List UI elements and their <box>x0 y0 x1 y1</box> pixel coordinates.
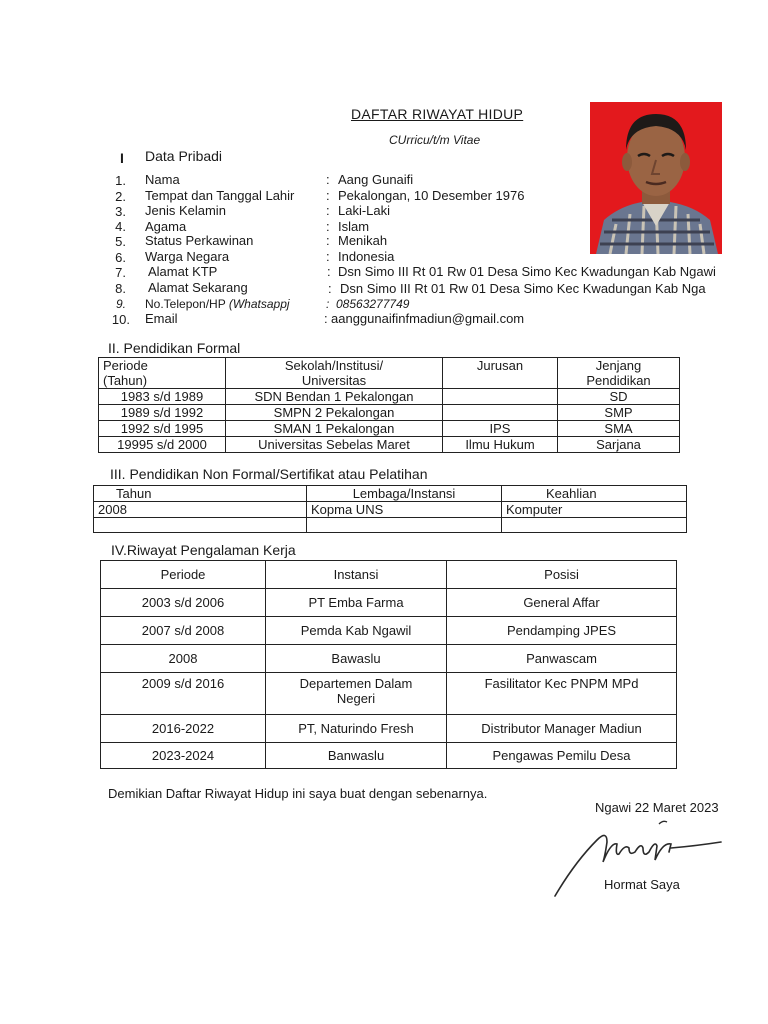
sign-off: Hormat Saya <box>604 877 680 892</box>
cell-posisi: Pengawas Pemilu Desa <box>447 743 677 769</box>
field-value-warga-negara: Indonesia <box>338 249 395 264</box>
field-value-agama: Islam <box>338 219 370 234</box>
section-1-title: Data Pribadi <box>145 148 223 164</box>
cell-posisi: Panwascam <box>447 645 677 673</box>
column-header-sekolah: Sekolah/Institusi/ Universitas <box>226 358 443 389</box>
document-title: DAFTAR RIWAYAT HIDUP <box>351 106 524 122</box>
field-label-jenis-kelamin: Jenis Kelamin <box>145 203 226 218</box>
cell-instansi: PT, Naturindo Fresh <box>266 715 447 743</box>
non-formal-education-table <box>93 485 687 533</box>
row-number: 5. <box>115 234 126 249</box>
cell-jurusan: IPS <box>443 421 558 437</box>
work-experience-table <box>100 560 677 769</box>
place-date: Ngawi 22 Maret 2023 <box>595 800 719 815</box>
field-value-email: aanggunaifinfmadiun@gmail.com <box>331 311 525 326</box>
table-row <box>99 437 680 453</box>
cell-lembaga: Kopma UNS <box>307 502 502 518</box>
cell-periode: 2023-2024 <box>101 743 266 769</box>
formal-education-table <box>98 357 680 453</box>
cell-periode: 2003 s/d 2006 <box>101 589 266 617</box>
field-label-warga-negara: Warga Negara <box>145 249 230 264</box>
section-3-title: III. Pendidikan Non Formal/Sertifikat atau Pelatihan <box>110 466 428 482</box>
table-header-row <box>99 358 680 389</box>
field-value-status-perkawinan: Menikah <box>338 233 388 248</box>
cell-jenjang: SMA <box>558 421 680 437</box>
cell-jenjang: Sarjana <box>558 437 680 453</box>
section-2-title: II. Pendidikan Formal <box>108 340 241 356</box>
cell-posisi: Pendamping JPES <box>447 617 677 645</box>
field-colon: : <box>328 281 332 296</box>
cell-jurusan: Ilmu Hukum <box>443 437 558 453</box>
field-value-alamat-ktp: Dsn Simo III Rt 01 Rw 01 Desa Simo Kec Kwadungan Kab Ngawi <box>338 264 716 279</box>
field-label-telepon-text: No.Telepon/HP <box>145 297 226 311</box>
table-row <box>101 617 677 645</box>
column-header-jurusan: Jurusan <box>443 358 558 389</box>
cell-instansi: Departemen Dalam Negeri <box>266 673 447 715</box>
cell-instansi: Banwaslu <box>266 743 447 769</box>
field-label-email: Email <box>145 311 178 326</box>
cell-lembaga <box>307 518 502 533</box>
table-row <box>99 421 680 437</box>
cell-periode: 2009 s/d 2016 <box>101 673 266 715</box>
field-label-alamat-ktp: Alamat KTP <box>148 264 218 279</box>
table-row <box>101 715 677 743</box>
row-number: 2. <box>115 189 126 204</box>
cell-periode: 1989 s/d 1992 <box>99 405 226 421</box>
column-header-posisi: Posisi <box>447 561 677 589</box>
table-row <box>94 518 687 533</box>
table-row <box>94 502 687 518</box>
field-label-telepon <box>145 297 290 311</box>
cell-keahlian: Komputer <box>502 502 687 518</box>
column-header-instansi: Instansi <box>266 561 447 589</box>
table-header-row <box>94 486 687 502</box>
field-colon: : <box>326 219 330 234</box>
field-colon: : <box>324 311 328 326</box>
cell-periode: 1983 s/d 1989 <box>99 389 226 405</box>
table-row <box>99 405 680 421</box>
field-value-telepon: 08563277749 <box>336 297 410 311</box>
closing-statement: Demikian Daftar Riwayat Hidup ini saya buat dengan sebenarnya. <box>108 786 488 801</box>
table-row <box>101 673 677 715</box>
cell-sekolah: SDN Bendan 1 Pekalongan <box>226 389 443 405</box>
cell-jenjang: SD <box>558 389 680 405</box>
cell-jurusan <box>443 405 558 421</box>
row-number: 4. <box>115 219 126 234</box>
section-4-title: IV.Riwayat Pengalaman Kerja <box>111 542 296 558</box>
field-colon: : <box>326 249 330 264</box>
column-header-lembaga: Lembaga/Instansi <box>307 486 502 502</box>
cell-periode: 1992 s/d 1995 <box>99 421 226 437</box>
cell-sekolah: SMPN 2 Pekalongan <box>226 405 443 421</box>
field-colon: : <box>326 233 330 248</box>
column-header-keahlian: Keahlian <box>502 486 687 502</box>
field-label-status-perkawinan: Status Perkawinan <box>145 233 254 248</box>
table-row <box>99 389 680 405</box>
row-number: 6. <box>115 250 126 265</box>
column-header-periode: Periode (Tahun) <box>99 358 226 389</box>
field-value-alamat-sekarang: Dsn Simo III Rt 01 Rw 01 Desa Simo Kec Kwadungan Kab Nga <box>340 281 706 296</box>
column-header-tahun: Tahun <box>94 486 307 502</box>
cell-periode: 2008 <box>101 645 266 673</box>
table-row <box>101 645 677 673</box>
field-colon: : <box>326 172 330 187</box>
cell-posisi: Distributor Manager Madiun <box>447 715 677 743</box>
field-colon: : <box>326 188 330 203</box>
cell-periode: 2007 s/d 2008 <box>101 617 266 645</box>
cell-posisi: General Affar <box>447 589 677 617</box>
row-number: 1. <box>115 173 126 188</box>
row-number: 9. <box>115 297 126 311</box>
cell-instansi: Bawaslu <box>266 645 447 673</box>
cell-posisi: Fasilitator Kec PNPM MPd <box>447 673 677 715</box>
cell-instansi: PT Emba Farma <box>266 589 447 617</box>
profile-photo <box>590 102 722 254</box>
cell-keahlian <box>502 518 687 533</box>
field-value-jenis-kelamin: Laki-Laki <box>338 203 391 218</box>
person-portrait-icon <box>590 102 722 254</box>
field-label-agama: Agama <box>145 219 187 234</box>
cell-periode: 19995 s/d 2000 <box>99 437 226 453</box>
column-header-periode: Periode <box>101 561 266 589</box>
column-header-jenjang: Jenjang Pendidikan <box>558 358 680 389</box>
row-number: 8. <box>115 281 126 296</box>
cell-periode: 2016-2022 <box>101 715 266 743</box>
table-header-row <box>101 561 677 589</box>
field-value-ttl: Pekalongan, 10 Desember 1976 <box>338 188 525 203</box>
row-number: 10. <box>111 312 130 327</box>
cell-tahun <box>94 518 307 533</box>
cell-instansi: Pemda Kab Ngawil <box>266 617 447 645</box>
cell-sekolah: SMAN 1 Pekalongan <box>226 421 443 437</box>
cell-tahun: 2008 <box>94 502 307 518</box>
cell-jenjang: SMP <box>558 405 680 421</box>
cell-jurusan <box>443 389 558 405</box>
row-number: 7. <box>115 265 126 280</box>
field-value-nama: Aang Gunaifi <box>338 172 414 187</box>
field-label-ttl: Tempat dan Tanggal Lahir <box>145 188 295 203</box>
field-label-alamat-sekarang: Alamat Sekarang <box>148 280 248 295</box>
field-colon: : <box>327 264 331 279</box>
field-colon: : <box>326 203 330 218</box>
section-1-roman: I <box>120 150 124 166</box>
document-subtitle: CUrricu/t/m Vitae <box>389 133 481 147</box>
table-row <box>101 743 677 769</box>
field-label-telepon-extra: (Whatsappj <box>228 297 290 311</box>
cell-sekolah: Universitas Sebelas Maret <box>226 437 443 453</box>
field-label-nama: Nama <box>145 172 180 187</box>
row-number: 3. <box>115 204 126 219</box>
field-colon: : <box>326 297 330 311</box>
table-row <box>101 589 677 617</box>
